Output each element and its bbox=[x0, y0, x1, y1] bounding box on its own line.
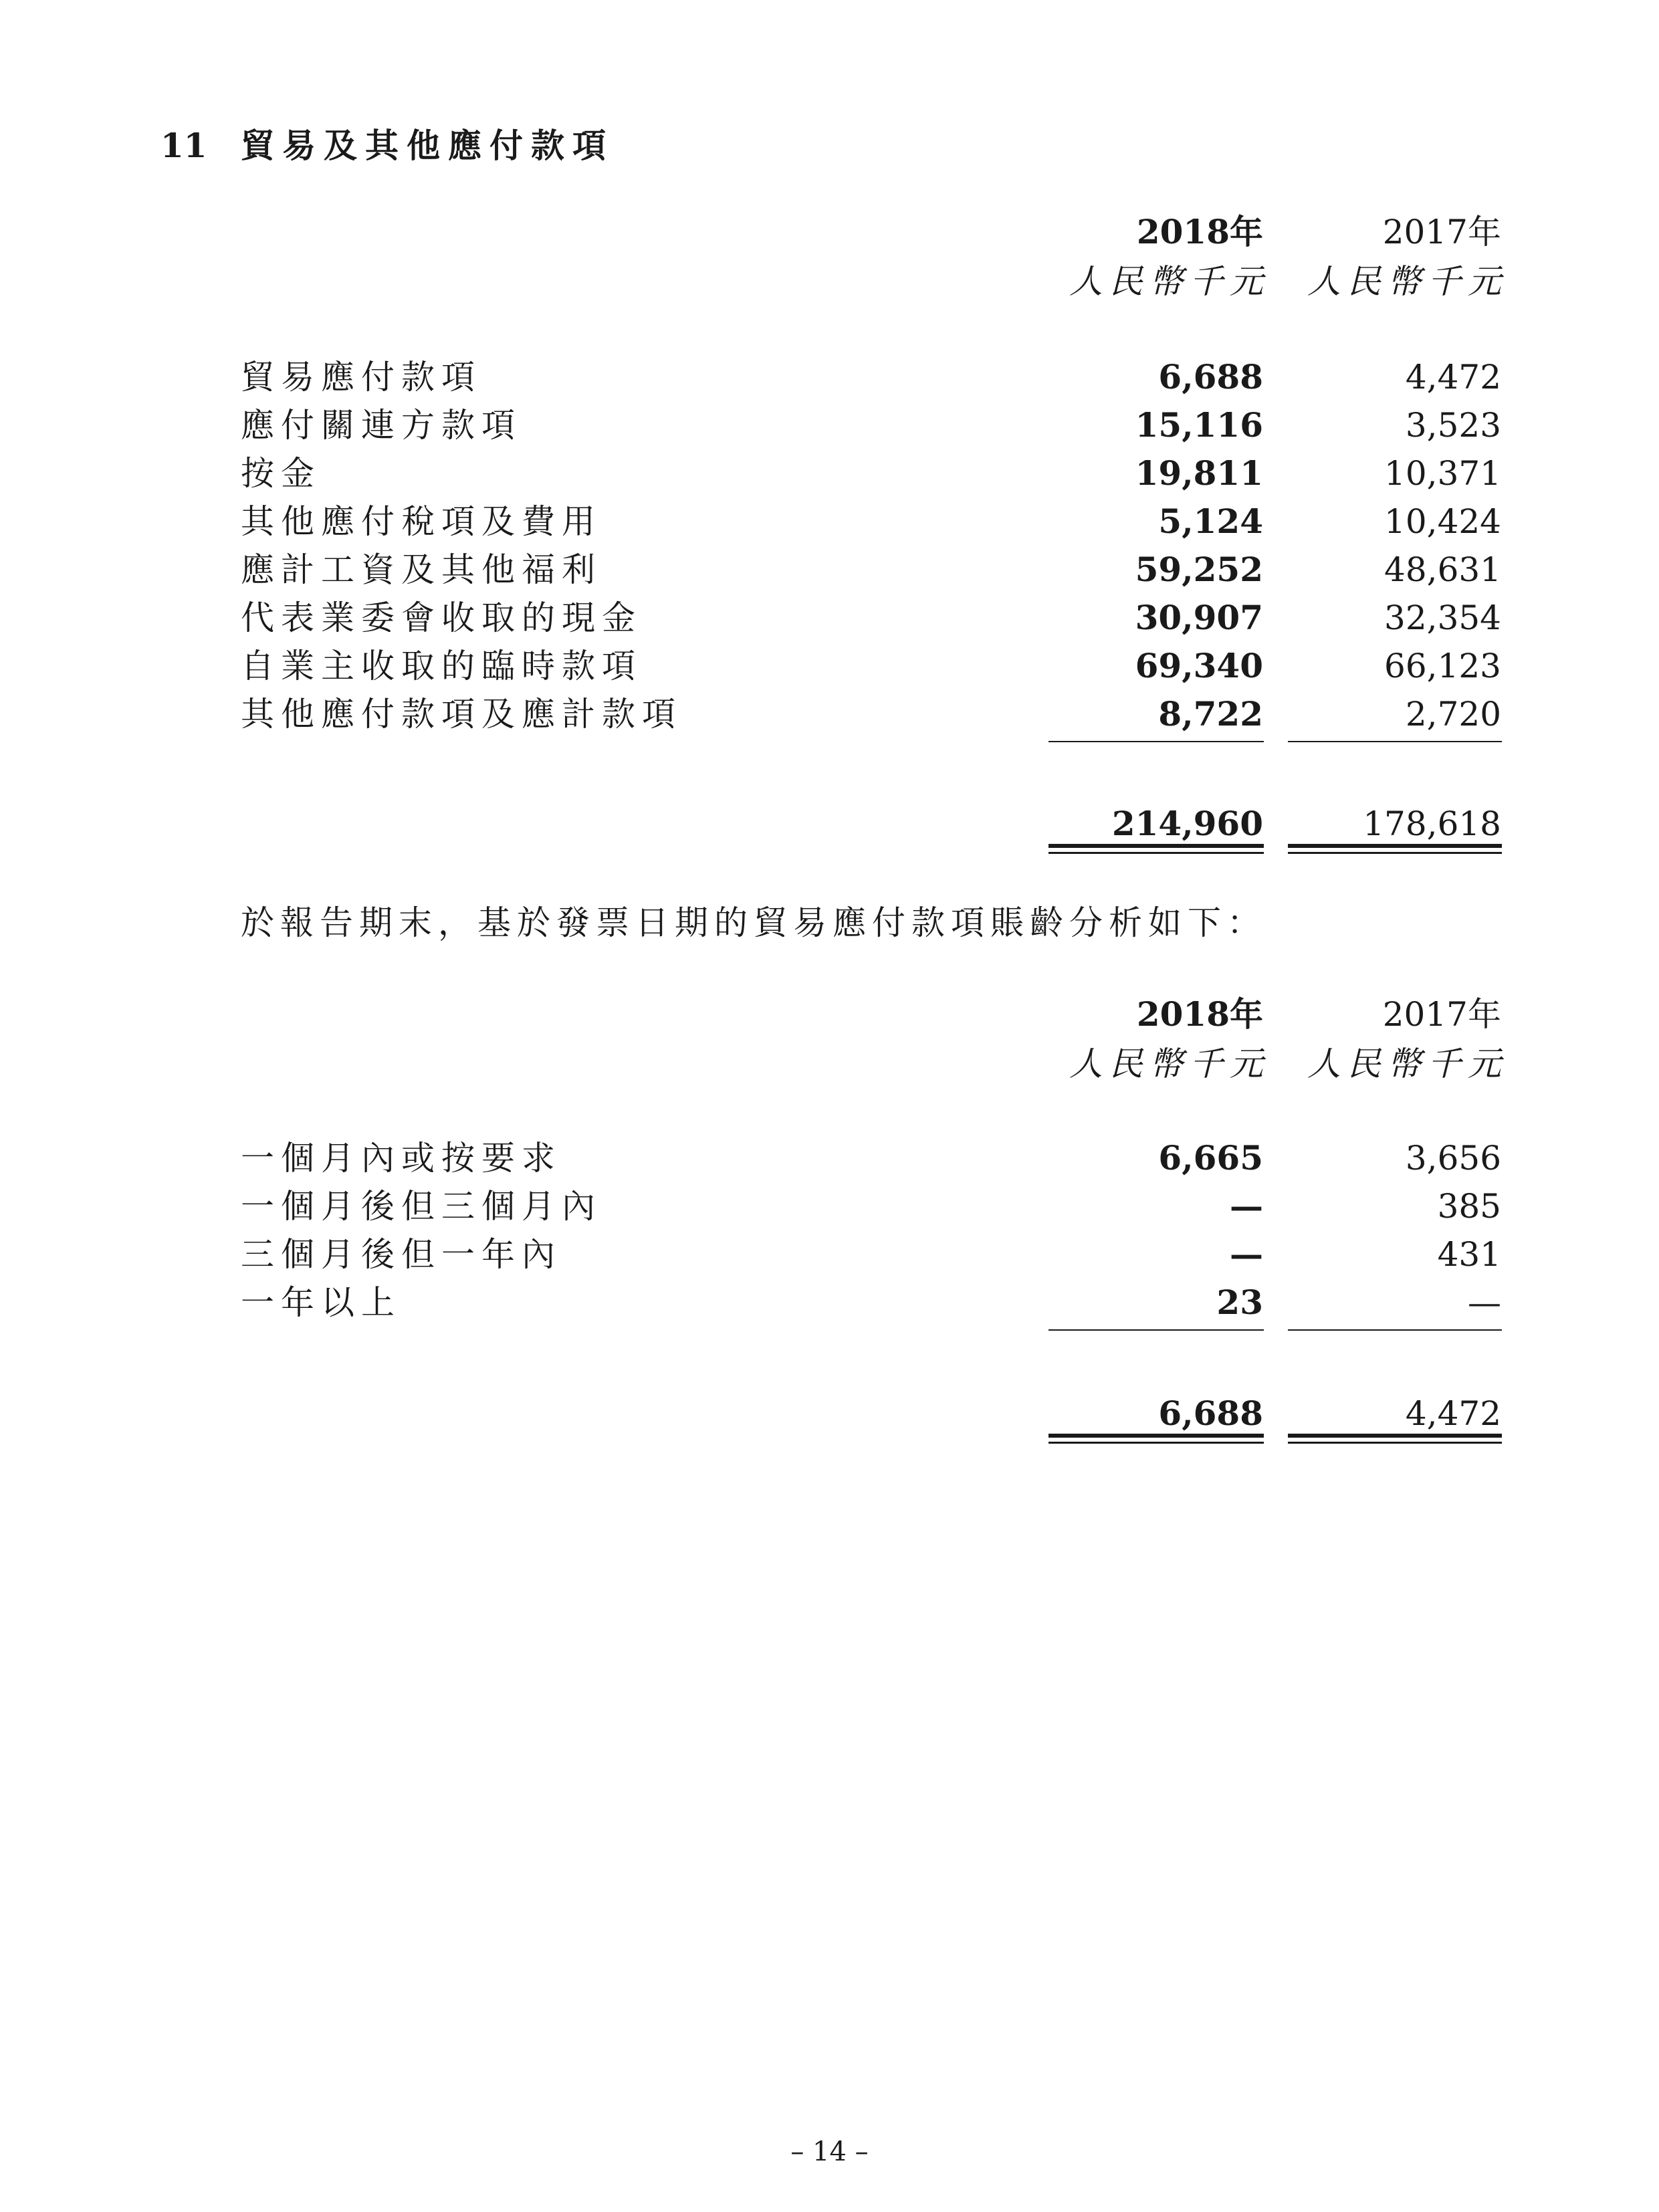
table1-row bbox=[0, 594, 1659, 642]
table1-row bbox=[0, 497, 1659, 546]
row-value-2017: 48,631 bbox=[1384, 550, 1501, 589]
table2-col-2018-year: 2018年 bbox=[1136, 994, 1263, 1034]
subtotal-rule-2018 bbox=[1048, 741, 1264, 742]
row-value-2017: 10,424 bbox=[1384, 502, 1501, 541]
table1-row bbox=[0, 401, 1659, 449]
page-number: – 14 – bbox=[790, 2136, 869, 2167]
row-label: 其他應付款項及應計款項 bbox=[241, 695, 682, 734]
row-value-2017: 385 bbox=[1437, 1187, 1501, 1226]
row-value-2017: 3,656 bbox=[1405, 1139, 1501, 1178]
table1-row bbox=[0, 449, 1659, 497]
total-double-rule-2017 bbox=[1288, 1434, 1502, 1444]
aging-analysis-paragraph: 於報告期末，基於發票日期的貿易應付款項賬齡分析如下： bbox=[241, 903, 1266, 942]
total-value-2018: 6,688 bbox=[1158, 1394, 1263, 1433]
row-value-2017: 4,472 bbox=[1405, 358, 1501, 397]
subtotal-rule-2017 bbox=[1288, 741, 1502, 742]
table1-col-2017-header bbox=[1307, 207, 1508, 306]
row-label: 代表業委會收取的現金 bbox=[241, 598, 642, 637]
table1-col-2018-header bbox=[1069, 207, 1270, 306]
row-value-2017: 2,720 bbox=[1405, 695, 1501, 734]
table2-col-2017-header bbox=[1307, 990, 1508, 1089]
row-value-2018: 6,665 bbox=[1158, 1138, 1263, 1178]
table1-row bbox=[0, 353, 1659, 401]
row-value-2018: 8,722 bbox=[1158, 694, 1263, 734]
table2-col-2017-year: 2017年 bbox=[1382, 995, 1501, 1034]
section-title: 貿易及其他應付款項 bbox=[241, 126, 614, 165]
table2-row bbox=[0, 1230, 1659, 1279]
total-value-2017: 178,618 bbox=[1363, 804, 1501, 843]
table2-row bbox=[0, 1134, 1659, 1182]
total-double-rule-2017 bbox=[1288, 844, 1502, 854]
table1-total-row bbox=[0, 800, 1659, 848]
section-heading bbox=[160, 119, 614, 167]
row-label: 自業主收取的臨時款項 bbox=[241, 647, 642, 685]
subtotal-rule-2017 bbox=[1288, 1329, 1502, 1331]
table1-col-2018-year: 2018年 bbox=[1136, 212, 1263, 251]
row-label: 其他應付稅項及費用 bbox=[241, 502, 602, 541]
row-label: 按金 bbox=[241, 454, 321, 493]
table2-total-row bbox=[0, 1390, 1659, 1438]
table1-col-2018-unit: 人民幣千元 bbox=[1069, 262, 1270, 301]
subtotal-rule-2018 bbox=[1048, 1329, 1264, 1331]
table1-col-2017-year: 2017年 bbox=[1382, 213, 1501, 251]
table1-row bbox=[0, 690, 1659, 738]
row-value-2018: 5,124 bbox=[1158, 502, 1263, 541]
row-label: 三個月後但一年內 bbox=[241, 1235, 562, 1274]
row-value-2018: 6,688 bbox=[1158, 357, 1263, 397]
row-value-2018: — bbox=[1230, 1186, 1263, 1226]
table2-col-2018-header bbox=[1069, 990, 1270, 1089]
row-label: 貿易應付款項 bbox=[241, 358, 481, 397]
total-value-2018: 214,960 bbox=[1111, 804, 1263, 843]
table1-row bbox=[0, 546, 1659, 594]
row-value-2017: 32,354 bbox=[1384, 598, 1501, 637]
total-value-2017: 4,472 bbox=[1405, 1394, 1501, 1433]
row-value-2017: 3,523 bbox=[1405, 406, 1501, 445]
row-value-2018: 30,907 bbox=[1135, 598, 1263, 637]
total-double-rule-2018 bbox=[1048, 844, 1264, 854]
row-label: 應計工資及其他福利 bbox=[241, 550, 602, 589]
row-value-2018: — bbox=[1230, 1234, 1263, 1274]
row-value-2017: 66,123 bbox=[1384, 647, 1501, 685]
row-label: 應付關連方款項 bbox=[241, 406, 522, 445]
table2-row bbox=[0, 1279, 1659, 1327]
table2-row bbox=[0, 1182, 1659, 1230]
total-double-rule-2018 bbox=[1048, 1434, 1264, 1444]
row-value-2018: 15,116 bbox=[1135, 405, 1263, 445]
row-label: 一個月後但三個月內 bbox=[241, 1187, 602, 1226]
table2-col-2017-unit: 人民幣千元 bbox=[1307, 1044, 1508, 1083]
table1-col-2017-unit: 人民幣千元 bbox=[1307, 262, 1508, 301]
row-value-2018: 19,811 bbox=[1135, 453, 1263, 493]
row-value-2018: 23 bbox=[1216, 1283, 1263, 1322]
row-value-2017: 431 bbox=[1437, 1235, 1501, 1274]
row-label: 一年以上 bbox=[241, 1283, 401, 1322]
section-number: 11 bbox=[160, 126, 207, 165]
row-value-2018: 69,340 bbox=[1135, 646, 1263, 685]
table1-row bbox=[0, 642, 1659, 690]
row-value-2018: 59,252 bbox=[1135, 550, 1263, 589]
row-label: 一個月內或按要求 bbox=[241, 1139, 562, 1178]
row-value-2017: 10,371 bbox=[1384, 454, 1501, 493]
row-value-2017: — bbox=[1468, 1283, 1501, 1322]
table2-col-2018-unit: 人民幣千元 bbox=[1069, 1044, 1270, 1083]
